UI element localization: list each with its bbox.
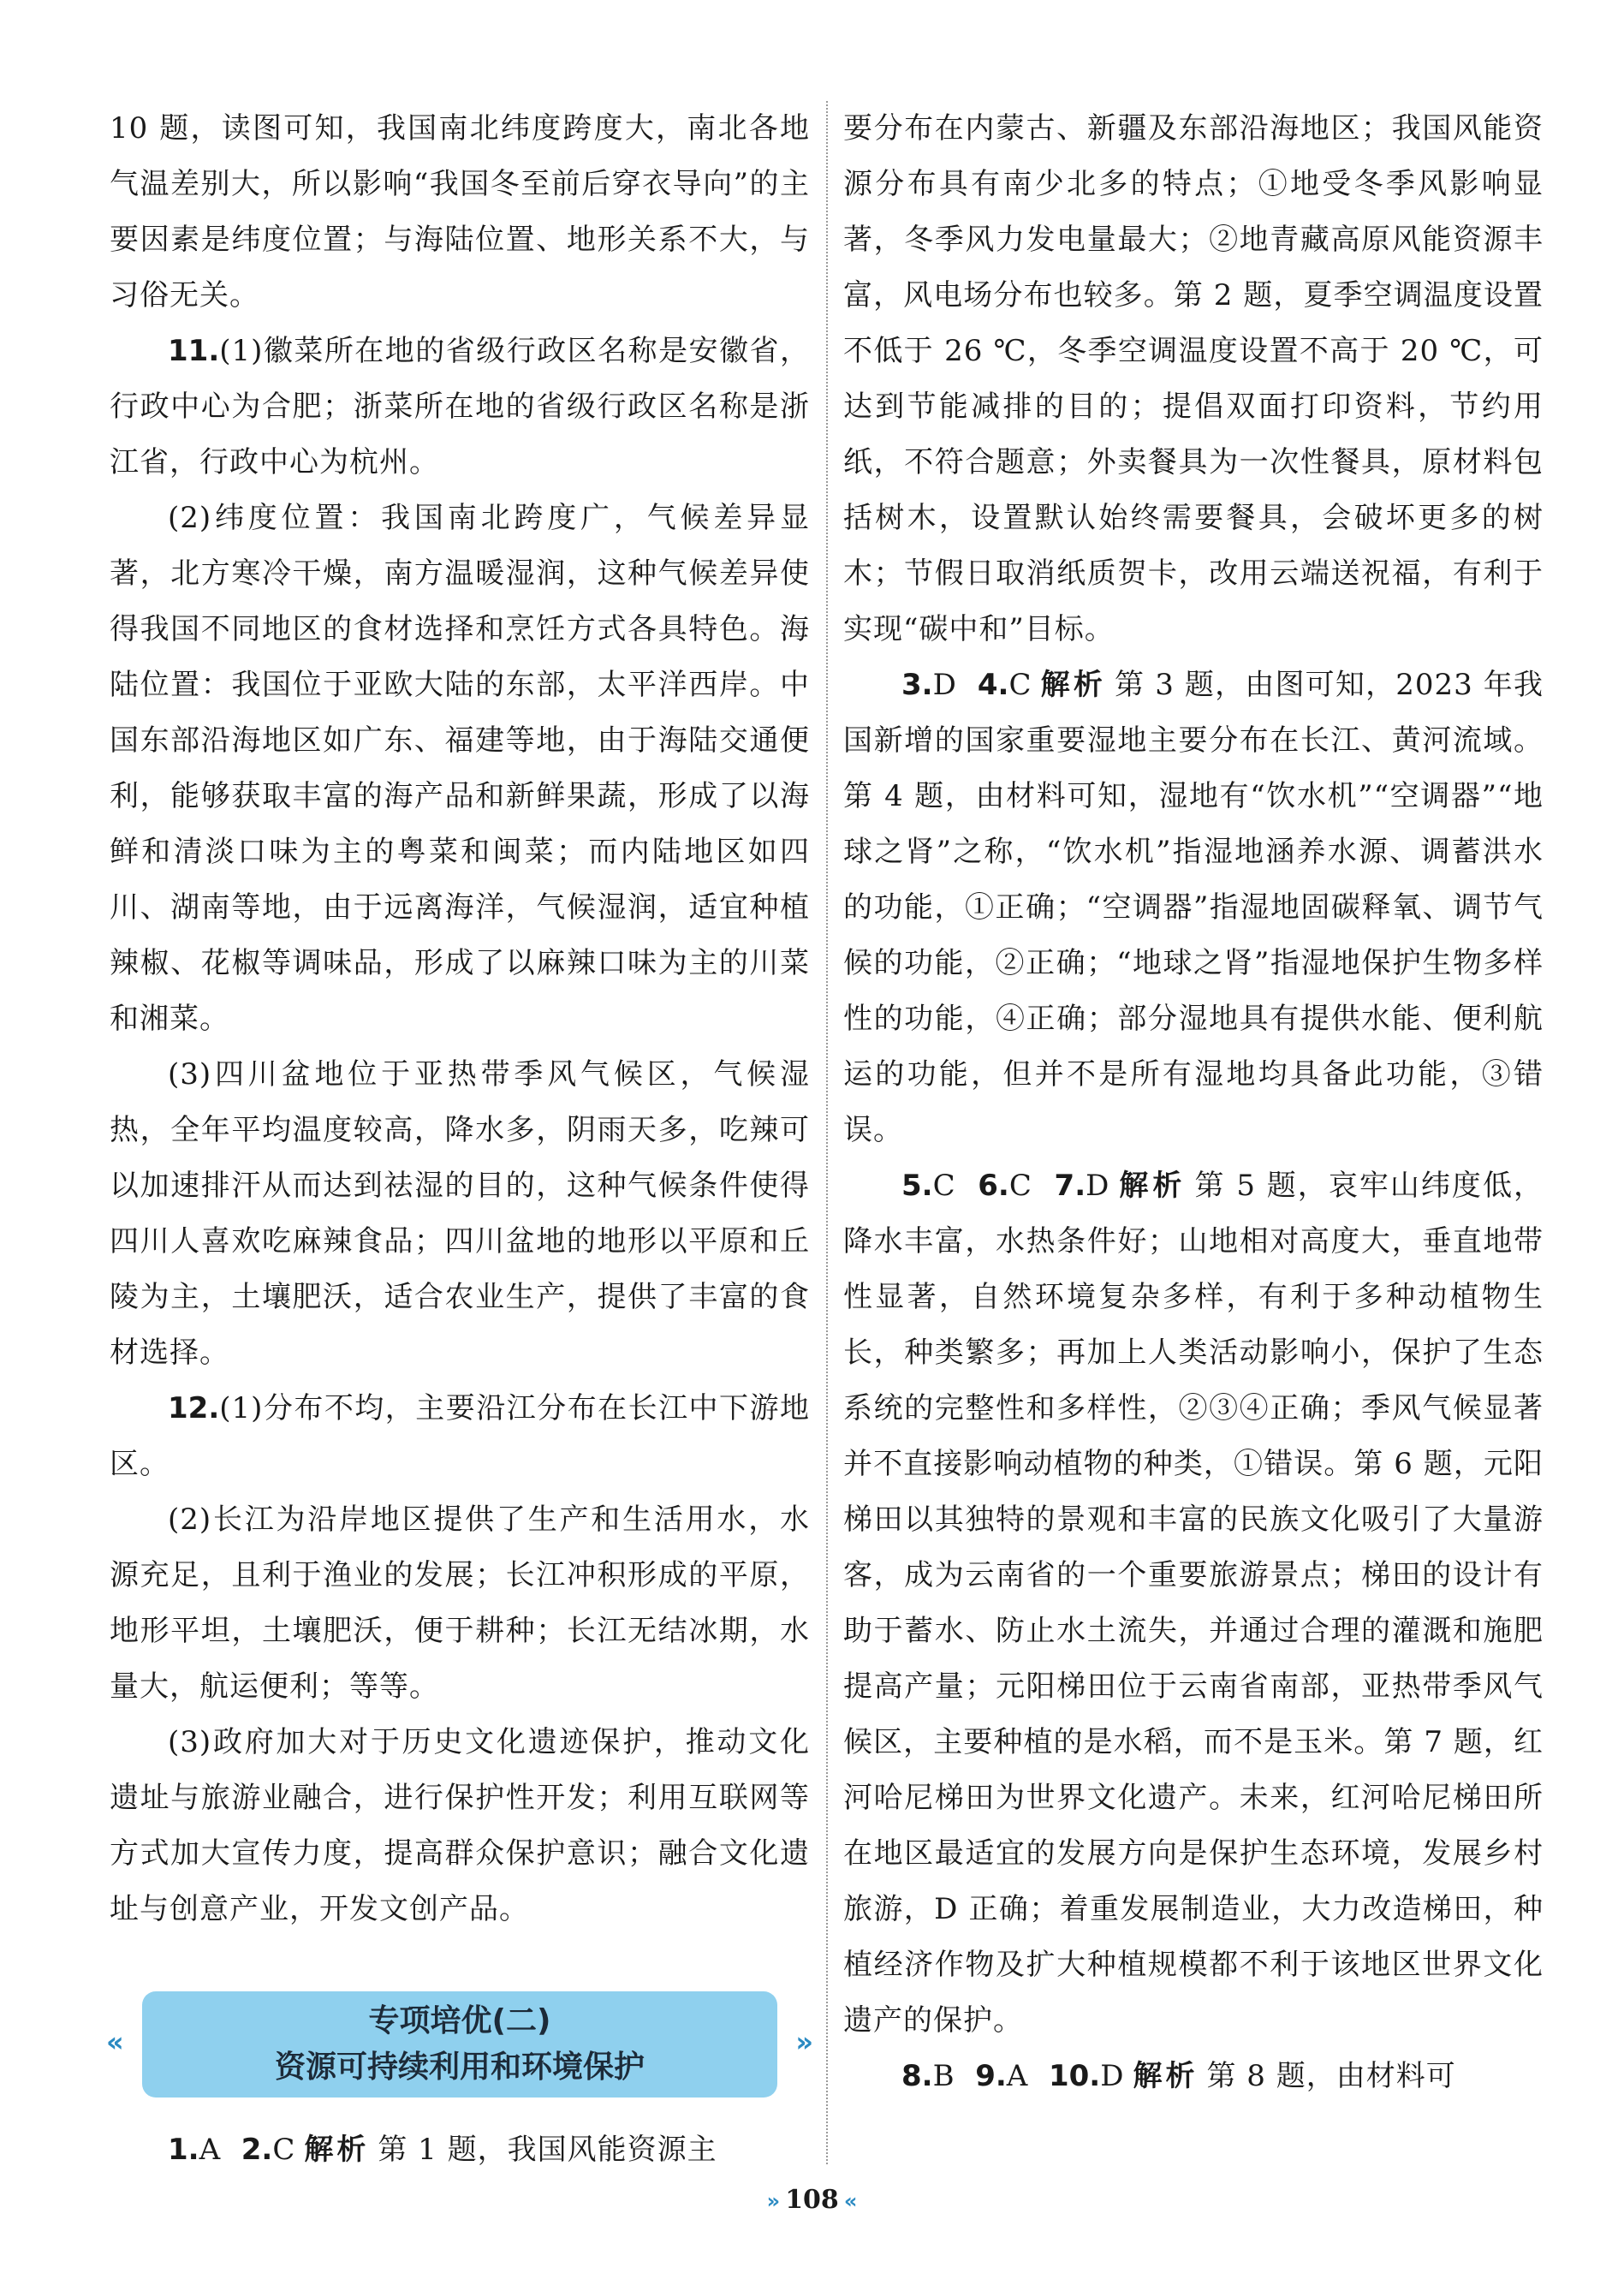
arrow-left-icon: « xyxy=(843,2189,858,2213)
analysis-label: 解析 xyxy=(1040,668,1107,702)
paragraph: 10 题，读图可知，我国南北纬度跨度大，南北各地气温差别大，所以影响“我国冬至前后穿衣导向”的主要因素是纬度位置；与海陆位置、地形关系不大，与习俗无关。 xyxy=(110,111,810,312)
banner-box xyxy=(142,1991,777,2098)
analysis-label: 解析 xyxy=(304,2133,370,2167)
analysis-text: 第 1 题，我国风能资源主 xyxy=(378,2133,717,2167)
answer-block-8-10 xyxy=(843,2049,1544,2104)
answer-number: 9. xyxy=(975,2059,1007,2093)
answer-number: 4. xyxy=(977,668,1009,702)
question-11-part-1 xyxy=(110,324,810,491)
banner-title: 专项培优(二) xyxy=(368,2003,551,2038)
left-column-tail xyxy=(110,2122,810,2178)
answer-choice: C xyxy=(1008,668,1032,702)
page-number: 108 xyxy=(785,2185,839,2215)
answer-choice: D xyxy=(1100,2059,1125,2093)
question-number: 11. xyxy=(168,334,220,368)
analysis-text: 第 3 题，由图可知，2023 年我国新增的国家重要湿地主要分布在长江、黄河流域。第 4 题，由材料可知，湿地有“饮水机”“空调器”“地球之肾”之称，“饮水机”指湿地涵养水源、调蓄洪水的功能，①正确；“空调器”指湿地固碳释氧、调节气候的功能，②正确；“地球之肾”指湿地保护生物多样性的功能，④正确；部分湿地具有提供水能、便利航运的功能，但并不是所有湿地均具备此功能，③错误。 xyxy=(843,668,1544,1147)
paragraph: 要分布在内蒙古、新疆及东部沿海地区；我国风能资源分布具有南少北多的特点；①地受冬季风影响显著，冬季风力发电量最大；②地青藏高原风能资源丰富，风电场分布也较多。第 2 题，夏季空调温度设置不低于 26 ℃，冬季空调温度设置不高于 20 ℃，可达到节能减排的目的；提倡双面打印资料，节约用纸，不符合题意；外卖餐具为一次性餐具，原材料包括树木，设置默认始终需要餐具，会破坏更多的树木；节假日取消纸质贺卡，改用云端送祝福，有利于实现“碳中和”目标。 xyxy=(843,111,1544,646)
answer-block-3-4 xyxy=(843,658,1544,1158)
answer-text: (1)徽菜所在地的省级行政区名称是安徽省，行政中心为合肥；浙菜所在地的省级行政区名称是浙江省，行政中心为杭州。 xyxy=(110,334,810,479)
analysis-label: 解析 xyxy=(1118,1169,1187,1203)
question-11-part-2: (2)纬度位置：我国南北跨度广，气候差异显著，北方寒冷干燥，南方温暖湿润，这种气候差异使得我国不同地区的食材选择和烹饪方式各具特色。海陆位置：我国位于亚欧大陆的东部，太平洋西岸。中国东部沿海地区如广东、福建等地，由于海陆交通便利，能够获取丰富的海产品和新鲜果蔬，形成了以海鲜和清淡口味为主的粤菜和闽菜；而内陆地区如四川、湖南等地，由于远离海洋，气候湿润，适宜种植辣椒、花椒等调味品，形成了以麻辣口味为主的川菜和湘菜。 xyxy=(110,501,810,1036)
question-12-part-2: (2)长江为沿岸地区提供了生产和生活用水，水源充足，且利于渔业的发展；长江冲积形成的平原，地形平坦，土壤肥沃，便于耕种；长江无结冰期，水量大，航运便利；等等。 xyxy=(110,1503,810,1704)
answer-number: 8. xyxy=(901,2059,933,2093)
double-chevron-left-icon: « xyxy=(106,2026,124,2058)
section-banner xyxy=(106,1991,813,2098)
answer-line xyxy=(110,2122,810,2178)
answer-number: 7. xyxy=(1054,1169,1086,1203)
answer-choice: B xyxy=(932,2059,955,2093)
column-divider xyxy=(826,101,828,2164)
answer-choice: C xyxy=(272,2133,296,2167)
answer-block-5-7 xyxy=(843,1158,1544,2049)
page-footer xyxy=(0,2185,1624,2215)
question-12-part-1 xyxy=(110,1381,810,1492)
answer-number: 5. xyxy=(901,1169,933,1203)
answer-number: 1. xyxy=(168,2133,199,2167)
answer-choice: D xyxy=(932,668,957,702)
answer-choice: A xyxy=(199,2133,222,2167)
question-11-part-3: (3)四川盆地位于亚热带季风气候区，气候湿热，全年平均温度较高，降水多，阴雨天多，吃辣可以加速排汗从而达到祛湿的目的，这种气候条件使得四川人喜欢吃麻辣食品；四川盆地的地形以平原和丘陵为主，土壤肥沃，适合农业生产，提供了丰富的食材选择。 xyxy=(110,1057,810,1370)
right-column xyxy=(843,101,1544,2104)
answer-text: (1)分布不均，主要沿江分布在长江中下游地区。 xyxy=(110,1391,810,1481)
answer-number: 6. xyxy=(978,1169,1009,1203)
analysis-text: 第 5 题，哀牢山纬度低，降水丰富，水热条件好；山地相对高度大，垂直地带性显著，自然环境复杂多样，有利于多种动植物生长，种类繁多；再加上人类活动影响小，保护了生态系统的完整性和多样性，②③④正确；季风气候显著并不直接影响动植物的种类，①错误。第 6 题，元阳梯田以其独特的景观和丰富的民族文化吸引了大量游客，成为云南省的一个重要旅游景点；梯田的设计有助于蓄水、防止水土流失，并通过合理的灌溉和施肥提高产量；元阳梯田位于云南省南部，亚热带季风气候区，主要种植的是水稻，而不是玉米。第 7 题，红河哈尼梯田为世界文化遗产。未来，红河哈尼梯田所在地区最适宜的发展方向是保护生态环境，发展乡村旅游，D 正确；着重发展制造业，大力改造梯田，种植经济作物及扩大种植规模都不利于该地区世界文化遗产的保护。 xyxy=(843,1169,1544,2038)
answer-choice: C xyxy=(932,1169,956,1203)
question-12-part-3: (3)政府加大对于历史文化遗迹保护，推动文化遗址与旅游业融合，进行保护性开发；利用互联网等方式加大宣传力度，提高群众保护意识；融合文化遗址与创意产业，开发文创产品。 xyxy=(110,1725,810,1926)
answer-number: 3. xyxy=(901,668,933,702)
answer-choice: A xyxy=(1006,2059,1029,2093)
left-column xyxy=(110,101,810,1937)
question-number: 12. xyxy=(168,1391,220,1425)
analysis-text: 第 8 题，由材料可 xyxy=(1206,2059,1456,2093)
answer-choice: C xyxy=(1008,1169,1032,1203)
double-chevron-right-icon: » xyxy=(795,2026,813,2058)
answer-number: 2. xyxy=(241,2133,273,2167)
arrow-right-icon: » xyxy=(766,2189,781,2213)
answer-choice: D xyxy=(1086,1169,1110,1203)
banner-subtitle: 资源可持续利用和环境保护 xyxy=(274,2050,645,2085)
analysis-label: 解析 xyxy=(1133,2059,1199,2093)
answer-number: 10. xyxy=(1048,2059,1101,2093)
